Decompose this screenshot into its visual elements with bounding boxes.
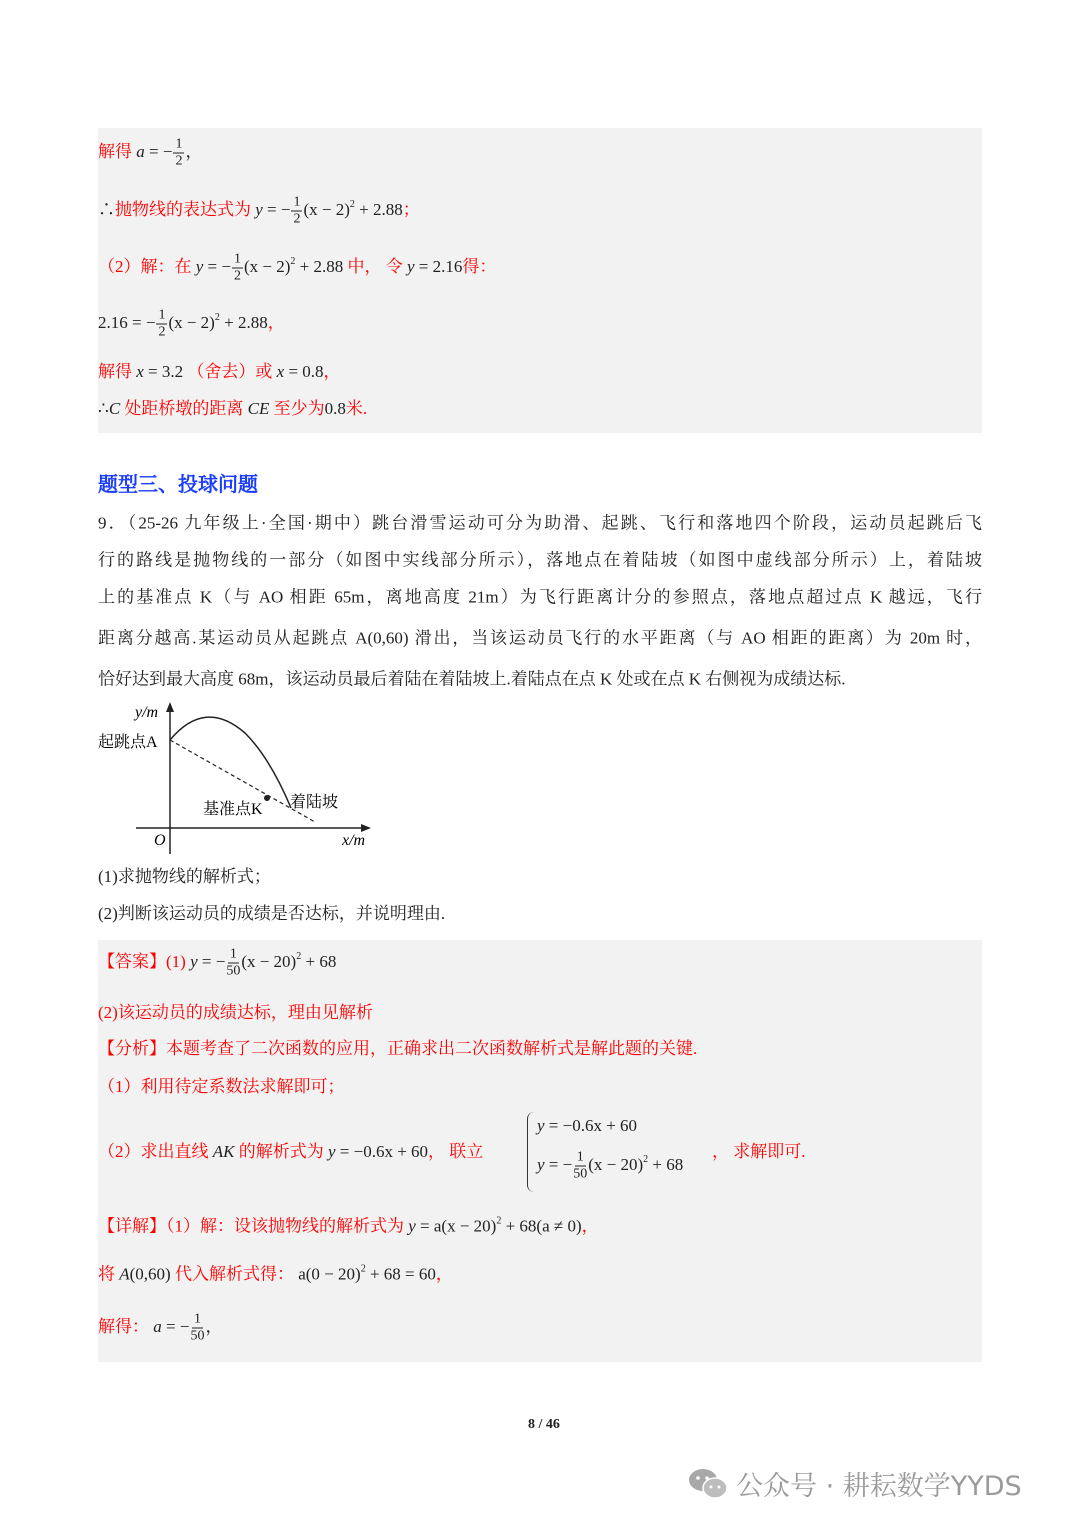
- math-text: y: [407, 256, 415, 276]
- explanation-text: （2）求出直线: [98, 1142, 213, 1161]
- denominator: 50: [573, 1166, 588, 1182]
- watermark: [688, 1464, 1022, 1503]
- problem-line: 恰好达到最大高度 68m，该运动员最后着陆在着陆坡上.着陆点在点 K 处或在点 K 右侧视为成绩达标.: [98, 669, 846, 689]
- math-text: = 2.16: [414, 256, 463, 276]
- parabola-curve: [170, 717, 291, 808]
- math-text: AK: [212, 1142, 235, 1161]
- math-line: [537, 1116, 637, 1136]
- math-line: [98, 399, 367, 419]
- question-2: (2)判断该运动员的成绩是否达标，并说明理由.: [98, 904, 446, 923]
- problem-line: 9．（25-26 九年级上·全国·期中）跳台滑雪运动可分为助滑、起跳、飞行和落地四个阶段，运动员起跳后飞: [98, 513, 982, 533]
- y-axis-label: y/m: [135, 704, 159, 721]
- explanation-text: ，: [323, 362, 341, 381]
- math-text: = −: [161, 1316, 190, 1336]
- math-line: [98, 1039, 697, 1059]
- exponent: 2: [349, 198, 355, 210]
- math-text: (x − 20): [241, 951, 297, 971]
- math-text: 2.16 = −: [98, 312, 156, 332]
- math-text: = −: [262, 199, 291, 219]
- numerator: 1: [158, 307, 166, 323]
- numerator: 1: [233, 251, 241, 267]
- math-text: + 2.88: [295, 256, 344, 276]
- math-text: = −: [203, 256, 231, 276]
- explanation-text: 解得：: [98, 1316, 154, 1336]
- point-a-label: 起跳点A: [98, 734, 158, 751]
- math-line: [98, 1312, 222, 1345]
- explanation-text: ，: [581, 1216, 599, 1236]
- ski-jump-figure: [95, 698, 385, 858]
- explanation-text: 将: [98, 1264, 120, 1284]
- explanation-text: （2）解：在: [98, 256, 196, 276]
- page-number: 8 / 46: [528, 1417, 560, 1432]
- explanation-text: 中， 令: [343, 256, 407, 276]
- math-text: = −: [544, 1154, 573, 1174]
- explanation-text: 处距桥墩的距离: [120, 399, 248, 418]
- fraction: [573, 1150, 587, 1183]
- math-text: = 3.2: [143, 362, 188, 381]
- numerator: 1: [193, 1311, 201, 1327]
- math-line: [98, 1003, 373, 1023]
- math-line: [98, 1077, 345, 1097]
- math-text: y: [255, 199, 263, 219]
- math-text: + 2.88: [354, 199, 403, 219]
- denominator: 2: [158, 324, 166, 340]
- fraction: [156, 308, 167, 341]
- explanation-text: (1): [166, 951, 191, 971]
- question-1: (1)求抛物线的解析式；: [98, 867, 271, 886]
- denominator: 2: [293, 211, 301, 227]
- explanation-text: ， 联立: [428, 1142, 484, 1161]
- exponent: 2: [496, 1215, 502, 1227]
- math-text: ，: [205, 1316, 223, 1336]
- math-text: y: [537, 1154, 545, 1174]
- origin-label: O: [154, 832, 166, 849]
- math-text: (x − 2): [243, 256, 291, 276]
- math-line: [98, 362, 341, 382]
- math-line: [98, 1212, 599, 1237]
- math-text: + 2.88: [219, 312, 268, 332]
- explanation-text: ；: [402, 199, 420, 219]
- math-text: = −: [144, 141, 173, 161]
- math-text: y: [195, 256, 204, 276]
- explanation-text: 代入解析式得：: [170, 1264, 299, 1284]
- math-text: + 68(a ≠ 0): [501, 1216, 582, 1236]
- exponent: 2: [360, 1263, 366, 1275]
- math-text: y: [327, 1142, 336, 1161]
- explanation-text: 【答案】: [98, 951, 166, 971]
- math-text: = −0.6x + 60: [335, 1142, 429, 1161]
- math-line: [98, 947, 336, 980]
- explanation-text: （舍去）或: [187, 362, 277, 381]
- explanation-text: 米.: [345, 399, 368, 418]
- explanation-text: 抛物线的表达式为: [115, 199, 256, 219]
- point-k-label: 基准点K: [203, 801, 263, 818]
- fraction: [190, 1312, 204, 1345]
- section-heading: 题型三、投球问题: [98, 472, 258, 496]
- denominator: 50: [190, 1328, 205, 1344]
- explanation-text: ，: [435, 1264, 453, 1284]
- explanation-text: (2)该运动员的成绩达标，理由见解析: [98, 1003, 373, 1022]
- explanation-text: 【分析】本题考查了二次函数的应用，正确求出二次函数解析式是解此题的关键.: [98, 1039, 698, 1058]
- problem-line: 行的路线是抛物线的一部分（如图中实线部分所示），落地点在着陆坡（如图中虚线部分所示）上，着陆坡: [98, 550, 982, 570]
- exponent: 2: [296, 950, 302, 962]
- math-text: y: [190, 951, 198, 971]
- math-text: + 68: [301, 951, 337, 971]
- math-line: [98, 308, 285, 341]
- denominator: 2: [233, 268, 241, 284]
- math-text: = −: [197, 951, 226, 971]
- math-text: x: [136, 362, 144, 381]
- math-text: y: [408, 1216, 416, 1236]
- explanation-text: 至少为: [269, 399, 325, 418]
- math-text: + 68 = 60: [365, 1264, 436, 1284]
- math-text: ∴: [98, 199, 115, 219]
- explanation-text: ， 求解即可.: [712, 1142, 806, 1161]
- watermark-text: 公众号 · 耕耘数学YYDS: [736, 1471, 1022, 1502]
- explanation-text: （1）利用待定系数法求解即可；: [98, 1077, 345, 1096]
- math-line: [98, 1142, 483, 1162]
- math-text: = 0.8: [284, 362, 324, 381]
- y-axis-arrow-icon: [166, 702, 174, 712]
- x-axis-arrow-icon: [361, 824, 371, 832]
- fraction: [232, 252, 243, 285]
- math-line: [712, 1142, 806, 1162]
- numerator: 1: [293, 194, 301, 210]
- math-text: = a(x − 20): [415, 1216, 497, 1236]
- explanation-text: 【详解】（1）解：设该抛物线的解析式为: [98, 1216, 409, 1236]
- math-text: ，: [185, 141, 203, 161]
- fraction: [226, 947, 240, 980]
- problem-line: 上的基准点 K（与 AO 相距 65m，离地高度 21m）为飞行距离计分的参照点，落地点超过点 K 越远，飞行: [98, 587, 982, 607]
- math-line: [537, 1150, 683, 1183]
- math-line: [98, 252, 496, 285]
- fraction: [173, 137, 184, 170]
- denominator: 50: [226, 963, 241, 979]
- denominator: 2: [175, 153, 183, 169]
- math-text: a: [136, 141, 145, 161]
- math-text: (0,60): [129, 1264, 171, 1284]
- x-axis-label: x/m: [342, 832, 366, 849]
- explanation-text: 得：: [462, 256, 497, 276]
- explanation-text: ，: [267, 312, 285, 332]
- math-text: (x − 2): [303, 199, 350, 219]
- numerator: 1: [229, 946, 237, 962]
- wechat-icon: [688, 1467, 728, 1501]
- explanation-text: 解得: [98, 141, 137, 161]
- math-line: [98, 1260, 453, 1285]
- point-k: [264, 795, 270, 801]
- math-text: CE: [247, 399, 270, 418]
- math-text: 0.8: [324, 399, 346, 418]
- explanation-text: 解得: [98, 362, 137, 381]
- math-text: y: [537, 1116, 545, 1135]
- numerator: 1: [576, 1149, 584, 1165]
- numerator: 1: [175, 136, 183, 152]
- math-text: a(0 − 20): [298, 1264, 361, 1284]
- explanation-text: 的解析式为: [234, 1142, 328, 1161]
- math-text: (x − 20): [588, 1154, 644, 1174]
- exponent: 2: [643, 1153, 649, 1165]
- math-text: C: [108, 399, 121, 418]
- exponent: 2: [290, 255, 296, 267]
- math-text: x: [276, 362, 285, 381]
- math-text: = −0.6x + 60: [544, 1116, 638, 1135]
- problem-line: 距离分越高.某运动员从起跳点 A(0,60) 滑出，当该运动员飞行的水平距离（与 AO 相距的距离）为 20m 时，: [98, 628, 982, 648]
- math-text: A: [119, 1264, 130, 1284]
- slope-label: 着陆坡: [290, 794, 339, 811]
- math-text: ∴: [98, 399, 109, 418]
- system-brace: [527, 1112, 534, 1192]
- math-text: + 68: [648, 1154, 684, 1174]
- math-text: (x − 2): [168, 312, 215, 332]
- exponent: 2: [214, 311, 220, 323]
- fraction: [291, 195, 302, 228]
- math-line: [98, 195, 420, 228]
- math-line: [98, 137, 202, 170]
- math-text: a: [153, 1316, 162, 1336]
